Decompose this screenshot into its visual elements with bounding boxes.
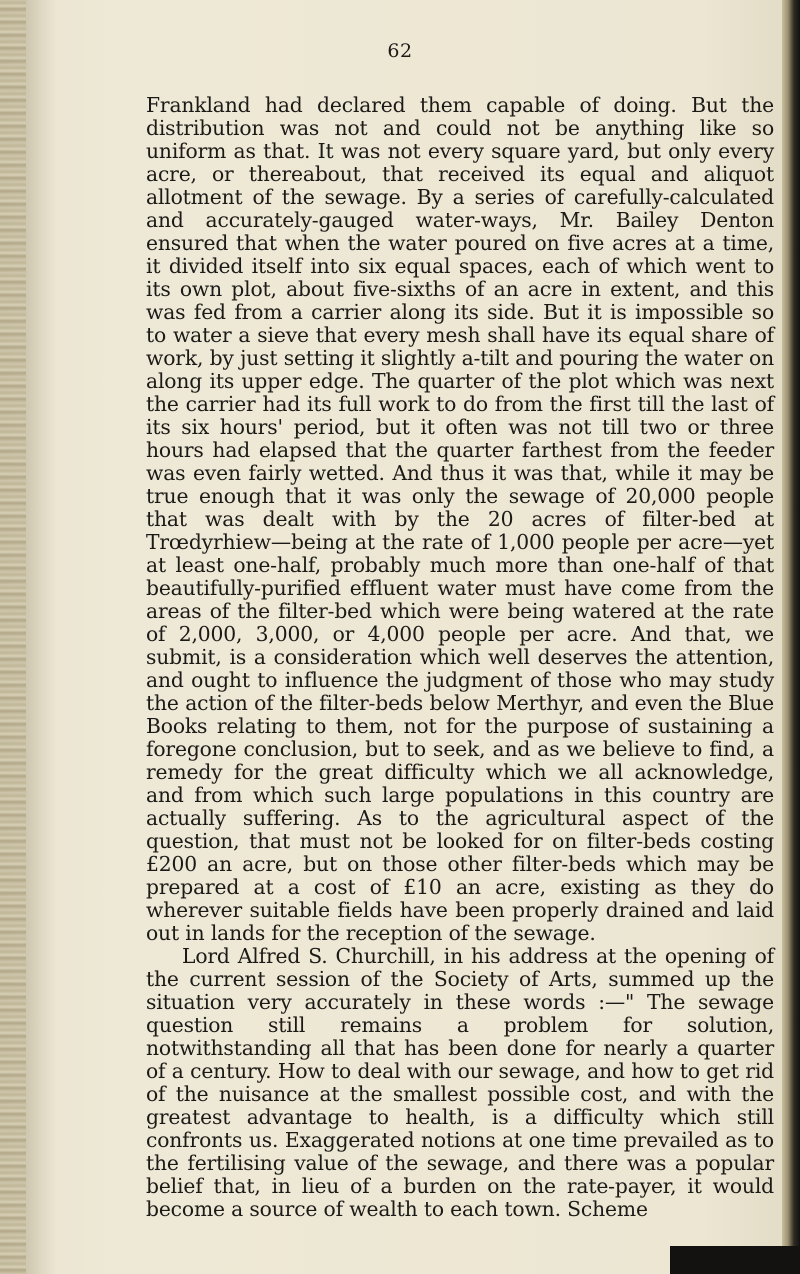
paragraph-continued: Frankland had declared them capable of doing. But the distribution was not and could not be anything like so uniform as that. It was not every square yard, but only every acre, or thereabout, that received its equal and aliquot allotment of the sewage. By a series of carefully-calculated and accurately-gauged water-ways, Mr. Bailey Denton ensured that when the water poured on five acres at a time, it divided itself into six equal spaces, each of which went to its own plot, about five-sixths of an acre in extent, and this was fed from a carrier along its side. But it is impossible so to water a sieve that every mesh shall have its equal share of work, by just setting it slightly a-tilt and pouring the water on along its upper edge. The quarter of the plot which was next the carrier had its full work to do from the first till the last of its six hours' period, but it often was not till two or three hours had elapsed that the quarter farthest from the feeder was even fairly wetted. And thus it was that, while it may be true enough that it was only the sewage of 20,000 people that was dealt with by the 20 acres of filter-bed at Trœdyrhiew—being at the rate of 1,000 people per acre—yet at least one-half, probably much more than one-half of that beautifully-purified effluent water must have come from the areas of the filter-bed which were being watered at the rate of 2,000, 3,000, or 4,000 people per acre. And that, we submit, is a consideration which well deserves the attention, and ought to influence the judgment of those who may study the action of the filter-beds below Merthyr, and even the Blue Books relating to them, not for the purpose of sustaining a foregone conclusion, but to seek, and as we believe to find, a remedy for the great difficulty which we all acknowledge, and from which such large populations in this country are actually suffering. As to the agricultural aspect of the question, that must not be looked for on filter-beds costing £200 an acre, but on those other filter-beds which may be prepared at a cost of £10 an acre, existing as they do wherever suitable fields have been properly drained and laid out in lands for the reception of the sewage. <box>146 93 774 945</box>
paragraph-churchill: Lord Alfred S. Churchill, in his address at the opening of the current session of the Society of Arts, summed up the situation very accurately in these words :—" The sewage question still remains a problem for solution, notwithstanding all that has been done for nearly a quarter of a century. How to deal with our sewage, and how to get rid of the nuisance at the smallest possible cost, and with the greatest advantage to health, is a difficulty which still confronts us. Exaggerated notions at one time prevailed as to the fertilising value of the sewage, and there was a popular belief that, in lieu of a burden on the rate-payer, it would become a source of wealth to each town. Scheme <box>146 944 774 1221</box>
scan-corner-shadow <box>670 1246 800 1274</box>
page-right-edge <box>782 0 800 1274</box>
page-binding-edge <box>0 0 26 1274</box>
page-number: 62 <box>387 40 413 62</box>
binding-shadow <box>26 0 56 1274</box>
body-text <box>146 94 774 1221</box>
